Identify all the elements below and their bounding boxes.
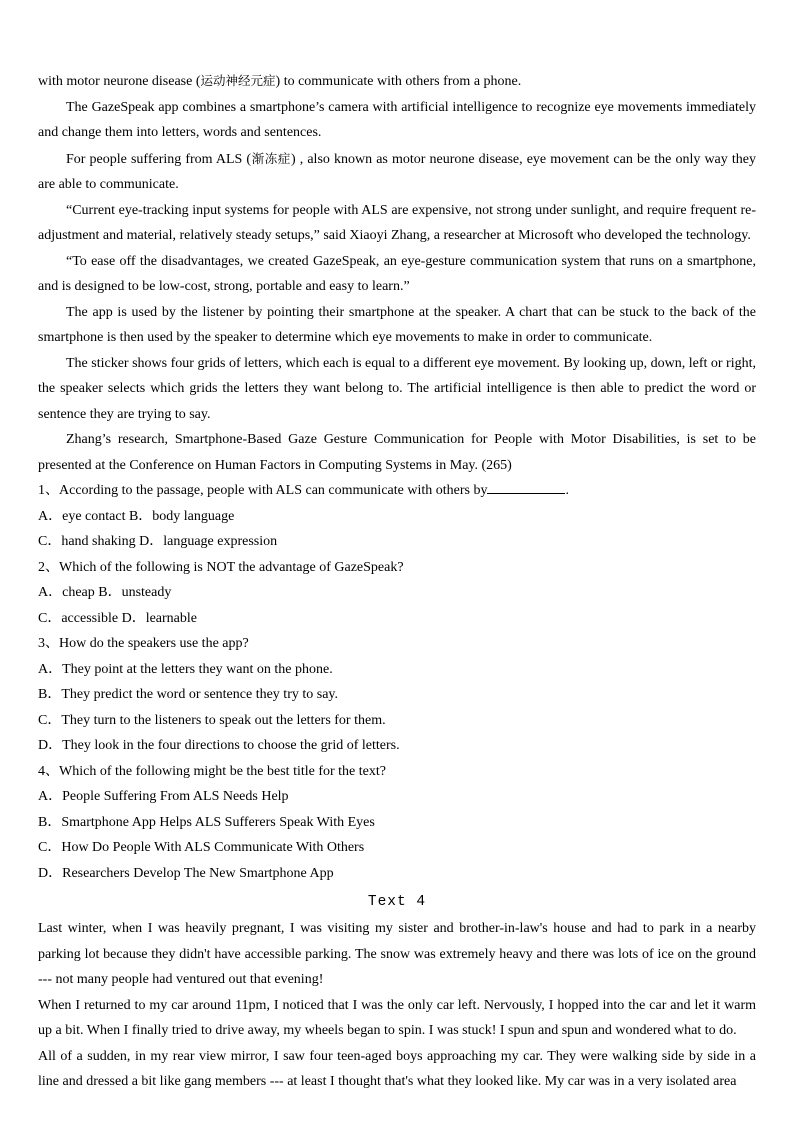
question-1-text: According to the passage, people with ALS can communicate with others by — [59, 483, 488, 498]
question-3-option-a[interactable]: A．They point at the letters they want on the phone. — [38, 661, 333, 677]
question-4-option-a[interactable]: A．People Suffering From ALS Needs Help — [38, 789, 289, 804]
paragraph-8: Zhang’s research, Smartphone-Based Gaze Gesture Communication for People with Motor Disabilities, is set to be presented at the Conference on Human Factors in Computing Systems in May. (265) — [38, 432, 756, 473]
question-1-number: 1、 — [38, 483, 59, 498]
question-4-option-d[interactable]: D．Researchers Develop The New Smartphone App — [38, 865, 334, 881]
question-2-options-row-2[interactable]: C．accessible D．learnable — [38, 610, 197, 626]
question-2-stem — [38, 555, 756, 581]
paragraph-5: “To ease off the disadvantages, we created GazeSpeak, an eye-gesture communication system that runs on a smartphone, and is designed to be low-cost, strong, portable and easy to learn.” — [38, 253, 756, 294]
question-2-options-row-1[interactable]: A．cheap B．unsteady — [38, 585, 172, 600]
question-1-stem — [38, 478, 756, 504]
question-4-option-b[interactable]: B．Smartphone App Helps ALS Sufferers Speak With Eyes — [38, 814, 375, 830]
question-1-tail: . — [565, 483, 569, 498]
question-1-options-row-1[interactable]: A．eye contact B．body language — [38, 508, 235, 524]
paragraph-3: For people suffering from ALS (渐冻症) , also known as motor neurone disease, eye movement can be the only way they are able to communicate. — [38, 150, 756, 192]
question-3-stem — [38, 631, 756, 657]
text-4-heading: Text 4 — [367, 894, 427, 910]
text-4-paragraph-2: When I returned to my car around 11pm, I noticed that I was the only car left. Nervously, I hopped into the car and let it warm up a bit. When I finally tried to drive away, my wheels began to spin. I was stuck! I spun and spun and wondered what to do. — [38, 997, 756, 1038]
paragraph-1: with motor neurone disease (运动神经元症) to communicate with others from a phone. — [38, 73, 522, 89]
question-2-number: 2、 — [38, 559, 59, 575]
question-4-option-c[interactable]: C．How Do People With ALS Communicate With Others — [38, 840, 365, 855]
question-1-options-row-2[interactable]: C．hand shaking D．language expression — [38, 534, 278, 549]
question-4-number: 4、 — [38, 763, 59, 779]
paragraph-4: “Current eye-tracking input systems for people with ALS are expensive, not strong under sunlight, and require frequent re-adjustment and material, relatively steady setups,” said Xiaoyi Zhang, a researcher at Microsoft who developed the technology. — [38, 202, 756, 243]
answer-blank[interactable] — [487, 493, 565, 494]
question-3-option-b[interactable]: B．They predict the word or sentence they try to say. — [38, 687, 339, 702]
question-3-number: 3、 — [38, 636, 59, 651]
paragraph-2: The GazeSpeak app combines a smartphone’s camera with artificial intelligence to recognize eye movements immediately and change them into letters, words and sentences. — [38, 99, 756, 140]
text-4-paragraph-3: All of a sudden, in my rear view mirror, I saw four teen-aged boys approaching my car. They were walking side by side in a line and dressed a bit like gang members --- at least I thought that's what they looked like. My car was in a very isolated area — [38, 1048, 756, 1089]
text-4-paragraph-1: Last winter, when I was heavily pregnant, I was visiting my sister and brother-in-law's house and had to park in a nearby parking lot because they didn't have accessible parking. The snow was extremely heavy and there was lots of ice on the ground --- not many people had ventured out that evening! — [38, 921, 756, 987]
paragraph-6: The app is used by the listener by pointing their smartphone at the speaker. A chart that can be stuck to the back of the smartphone is then used by the speaker to determine which eye movements to make in order to communicate. — [38, 304, 756, 345]
question-3-option-d[interactable]: D．They look in the four directions to choose the grid of letters. — [38, 738, 400, 753]
question-4-text: Which of the following might be the best title for the text? — [59, 763, 386, 779]
question-2-text: Which of the following is NOT the advantage of GazeSpeak? — [59, 559, 404, 575]
question-3-text: How do the speakers use the app? — [59, 636, 249, 651]
question-4-stem — [38, 759, 756, 785]
question-3-option-c[interactable]: C．They turn to the listeners to speak out the letters for them. — [38, 712, 386, 728]
paragraph-7: The sticker shows four grids of letters, which each is equal to a different eye movement. By looking up, down, left or right, the speaker selects which grids the letters they want belong to. The artificial intelligence is then able to predict the word or sentence they are trying to say. — [38, 355, 756, 422]
